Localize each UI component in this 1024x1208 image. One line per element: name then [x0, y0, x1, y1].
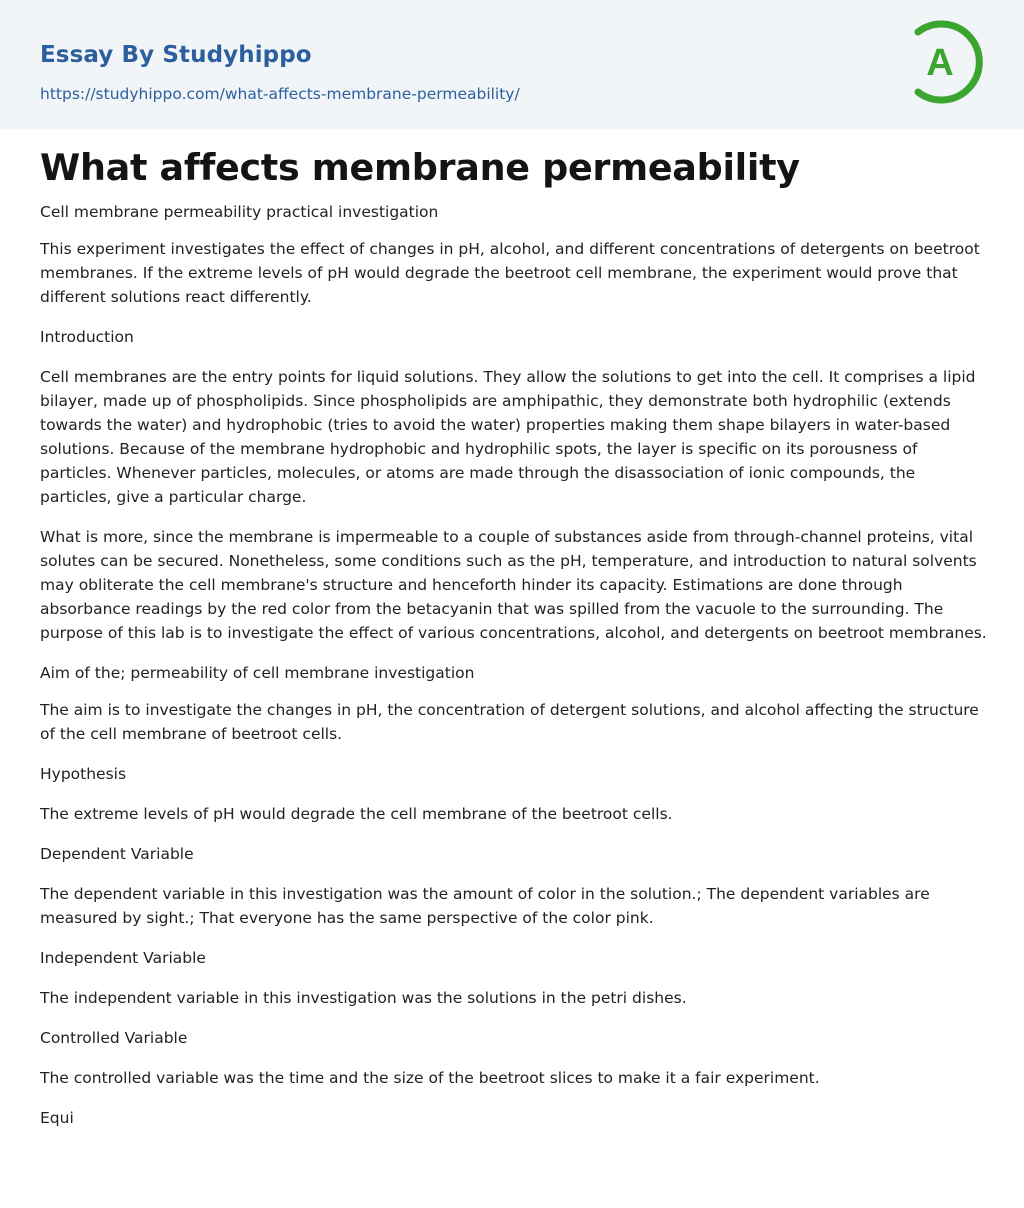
source-url-link[interactable]: https://studyhippo.com/what-affects-membrane-permeability/	[40, 85, 520, 103]
paragraph: The controlled variable was the time and the size of the beetroot slices to make it a fair experiment.	[40, 1069, 820, 1087]
section-heading-dependent-variable: Dependent Variable	[40, 845, 194, 863]
truncated-paragraph: Equi	[40, 1109, 74, 1127]
paragraph: The aim is to investigate the changes in pH, the concentration of detergent solutions, and alcohol affecting the structure of the cell membrane of beetroot cells.	[40, 701, 979, 743]
paragraph: The dependent variable in this investigation was the amount of color in the solution.; The dependent variables are measured by sight.; That everyone has the same perspective of the color pink.	[40, 885, 930, 927]
paragraph: The extreme levels of pH would degrade the cell membrane of the beetroot cells.	[40, 805, 673, 823]
page-title: What affects membrane permeability	[40, 146, 800, 189]
subtitle: Cell membrane permeability practical investigation	[40, 203, 439, 221]
paragraph: The independent variable in this investigation was the solutions in the petri dishes.	[40, 989, 687, 1007]
paragraph: What is more, since the membrane is impermeable to a couple of substances aside from through-channel proteins, vital solutes can be secured. Nonetheless, some conditions such as the pH, temperature, and introduction to natural solvents may obliterate the cell membrane's structure and henceforth hinder its capacity. Estimations are done through absorbance readings by the red color from the betacyanin that was spilled from the vacuole to the surrounding. The purpose of this lab is to investigate the effect of various concentrations, alcohol, and detergents on beetroot membranes.	[40, 528, 987, 642]
paragraph: This experiment investigates the effect of changes in pH, alcohol, and different concentrations of detergents on beetroot membranes. If the extreme levels of pH would degrade the beetroot cell membrane, the experiment would prove that different solutions react differently.	[40, 240, 980, 306]
logo-letter: A	[926, 42, 954, 84]
section-heading-hypothesis: Hypothesis	[40, 765, 127, 783]
article-body	[40, 146, 990, 1146]
paragraph: Cell membranes are the entry points for liquid solutions. They allow the solutions to get into the cell. It comprises a lipid bilayer, made up of phospholipids. Since phospholipids are amphipathic, they demonstrate both hydrophilic (extends towards the water) and hydrophobic (tries to avoid the water) properties making them shape bilayers in water-based solutions. Because of the membrane hydrophobic and hydrophilic spots, the layer is specific on its porousness of particles. Whenever particles, molecules, or atoms are made through the disassociation of ionic compounds, the particles, give a particular charge.	[40, 368, 976, 506]
site-header	[0, 0, 1024, 129]
section-heading-independent-variable: Independent Variable	[40, 949, 206, 967]
section-heading-controlled-variable: Controlled Variable	[40, 1029, 188, 1047]
brand-title[interactable]: Essay By Studyhippo	[40, 42, 312, 68]
section-heading-aim: Aim of the; permeability of cell membrane investigation	[40, 664, 475, 682]
studyhippo-logo-icon[interactable]	[904, 18, 988, 106]
section-heading-introduction: Introduction	[40, 328, 134, 346]
